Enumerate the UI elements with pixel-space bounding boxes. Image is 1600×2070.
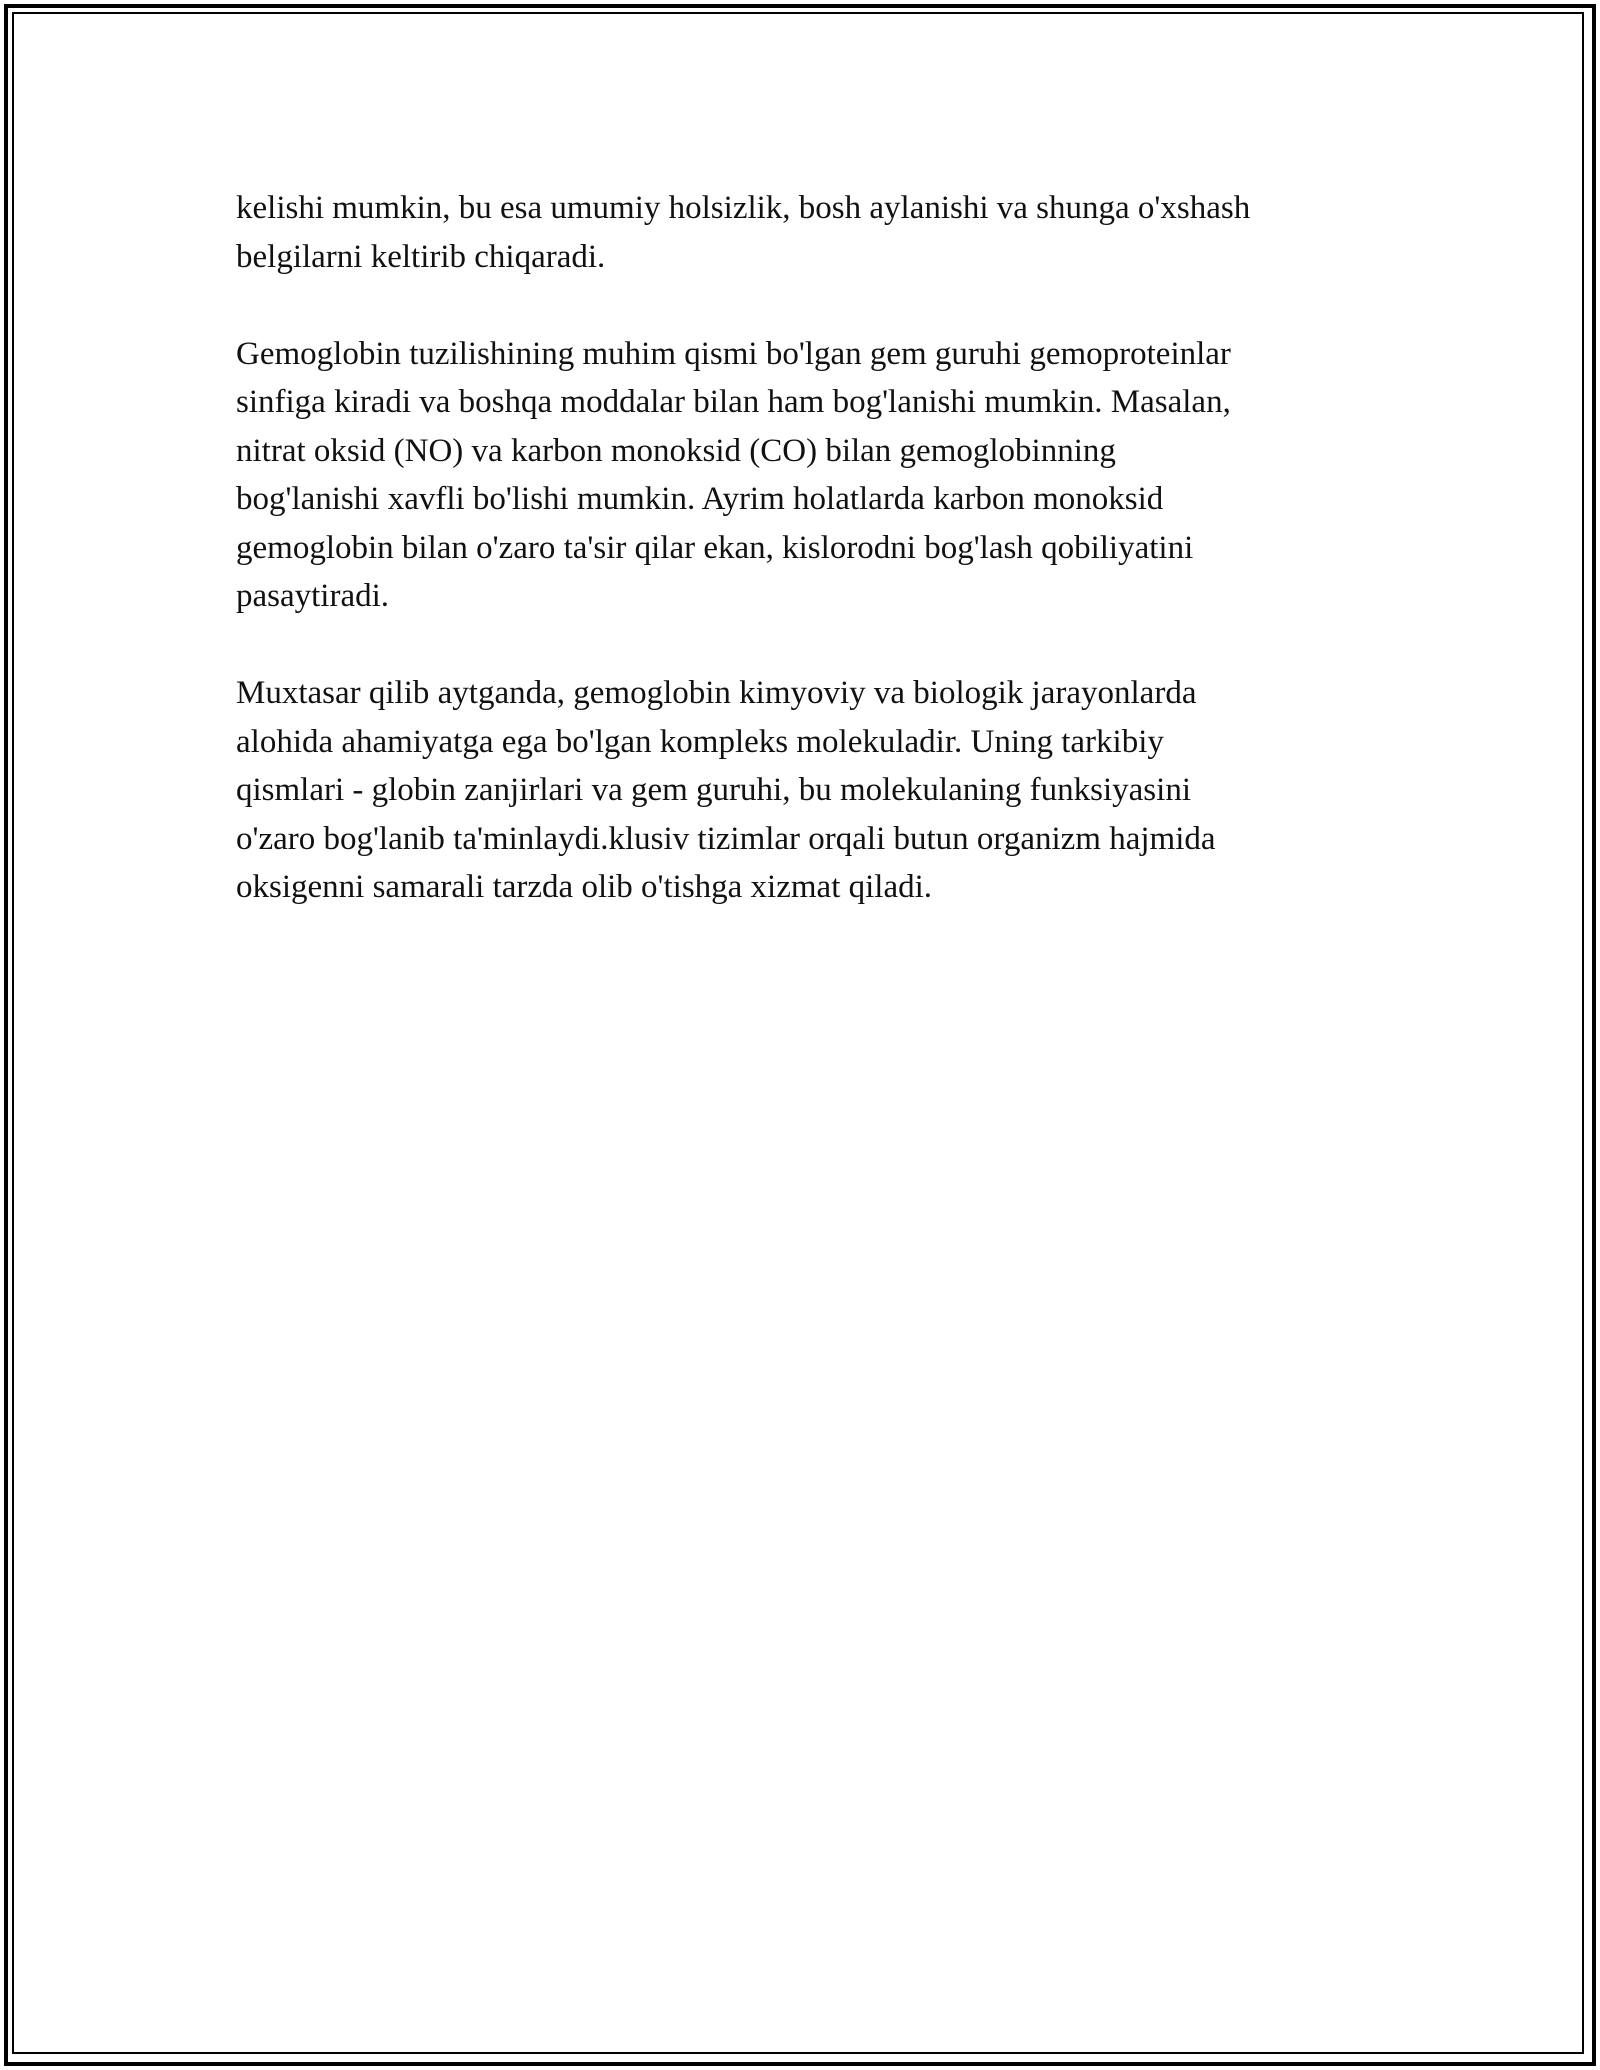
paragraph-3: Muxtasar qilib aytganda, gemoglobin kimyoviy va biologik jarayonlarda alohida ahamiyatga ega bo'lgan kompleks molekuladir. Uning tarkibiy qismlari - globin zanjirlari va gem guruhi, bu molekulaning funksiyasini o'zaro bog'lanib ta'minlaydi.klusiv tizimlar orqali butun organizm hajmida oksigenni samarali tarzda olib o'tishga xizmat qiladi. (236, 675, 1216, 905)
document-body (236, 184, 1376, 960)
paragraph-1: kelishi mumkin, bu esa umumiy holsizlik, bosh aylanishi va shunga o'xshash belgilarni keltirib chiqaradi. (236, 190, 1251, 275)
paragraph-2: Gemoglobin tuzilishining muhim qismi bo'lgan gem guruhi gemoproteinlar sinfiga kiradi va boshqa moddalar bilan ham bog'lanishi mumkin. Masalan, nitrat oksid (NO) va karbon monoksid (CO) bilan gemoglobinning bog'lanishi xavfli bo'lishi mumkin. Ayrim holatlarda karbon monoksid gemoglobin bilan o'zaro ta'sir qilar ekan, kislorodni bog'lash qobiliyatini pasaytiradi. (236, 335, 1231, 614)
